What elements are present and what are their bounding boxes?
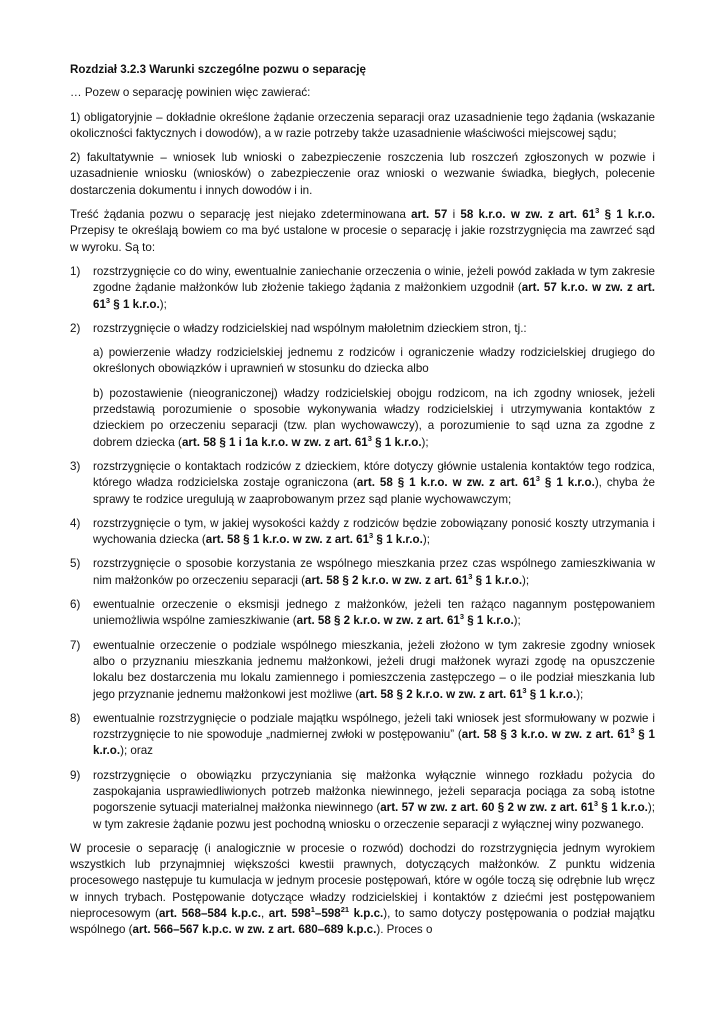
- citation-part: –598: [314, 907, 341, 921]
- list-item: [70, 556, 655, 589]
- legal-citation: [380, 801, 648, 814]
- item-number: 9): [70, 768, 81, 782]
- legal-citation: art. 57: [411, 208, 448, 222]
- superscript: 1: [310, 905, 315, 915]
- superscript: 3: [630, 726, 635, 736]
- superscript: 3: [535, 474, 540, 484]
- citation-part: art. 58 § 3 k.r.o. w zw. z art. 61: [461, 728, 631, 742]
- item-lead: rozstrzygnięcie o władzy rodzicielskiej nad wspólnym małoletnim dzieckiem stron, tj.:: [93, 321, 527, 335]
- text-run: ewentualnie rozstrzygnięcie o podziale majątku wspólnego, jeżeli taki wniosek jest sformułowany w pozwie i rozstrzygnięcie to nie spowoduje „nadmiernej zwłoki w postępowaniu” (: [93, 711, 655, 742]
- list-item: [70, 768, 655, 833]
- superscript: 3: [459, 612, 465, 622]
- text-run: ); oraz: [120, 744, 153, 758]
- legal-citation: [206, 533, 423, 546]
- text-run: rozstrzygnięcie co do winy, ewentualnie zaniechanie orzeczenia o winie, jeżeli powód zakłada w tym zakresie zgodne żądanie małżonków lub złożenie takiego żądania z małżonkiem uzgodnił (: [93, 264, 655, 295]
- text-run: );: [421, 435, 429, 449]
- text-run: );: [522, 573, 530, 587]
- list-item: [70, 597, 655, 630]
- citation-part: § 1 k.r.o.: [464, 614, 514, 628]
- legal-citation: art. 568–584 k.p.c.: [158, 907, 261, 921]
- citation-part: § 1 k.r.o.: [472, 573, 523, 587]
- text-run: i: [447, 208, 461, 222]
- citation-part: § 1 k.r.o.: [526, 687, 577, 701]
- text-run: Treść żądania pozwu o separację jest niejako zdeterminowana: [70, 208, 412, 222]
- superscript: 3: [105, 295, 111, 305]
- citation-part: § 1 k.r.o.: [373, 533, 423, 547]
- text-run: ); w tym zakresie żądanie pozwu jest pochodną wniosku o orzeczenie separacji z wyłącznej winy pozwanego.: [93, 801, 655, 831]
- citation-part: art. 58 § 1 k.r.o. w zw. z art. 61: [356, 476, 536, 490]
- text-run: Przepisy te określają bowiem co ma być ustalone w procesie o separację i jakie rozstrzygnięcia ma zawrzeć sąd w wyroku. Są to:: [70, 224, 655, 254]
- citation-part: art. 57 k.r.o. w zw. z art. 61: [93, 281, 656, 311]
- legal-citation: [305, 571, 523, 587]
- list-item: [70, 321, 655, 451]
- citation-part: art. 58 § 1 i 1a k.r.o. w zw. z art. 61: [181, 435, 368, 449]
- claim-content-paragraph: [70, 207, 655, 256]
- text-run: );: [576, 687, 584, 701]
- citation-part: art. 58 § 1 k.r.o. w zw. z art. 61: [205, 533, 370, 547]
- legal-citation: [297, 614, 514, 627]
- item-number: 7): [70, 638, 81, 652]
- obligatory-paragraph: 1) obligatoryjnie – dokładnie określone żądanie orzeczenia separacji oraz uzasadnienie tego żądania (wskazanie okoliczności faktycznych i dowodów), a w razie potrzeby także uzasadnienie właściwości miejscowej sądu;: [70, 110, 655, 140]
- text-run: );: [159, 297, 167, 311]
- legal-citation: [460, 208, 655, 221]
- citation-part: art. 598: [268, 907, 311, 921]
- text-run: ewentualnie orzeczenie o eksmisji jednego z małżonków, jeżeli ten rażąco nagannym postępowaniem uniemożliwia wspólne zamieszkiwanie (: [93, 598, 655, 628]
- text-run: );: [513, 614, 521, 628]
- item-number: 1): [70, 264, 81, 278]
- superscript: 3: [595, 206, 600, 216]
- optional-paragraph: 2) fakultatywnie – wniosek lub wnioski o zabezpieczenie roszczenia lub roszczeń zgłoszonych w pozwie i uzasadnienie wniosku (wniosków) o zabezpieczenie oraz wnioski o wezwanie świadka, biegłych, polecenie dostarczenia dokumentu i innych dowodów i in.: [70, 151, 655, 197]
- citation-part: § 1 k.r.o.: [93, 728, 655, 758]
- section-heading: Rozdział 3.2.3 Warunki szczególne pozwu o separację: [70, 63, 366, 76]
- text-run: rozstrzygnięcie o sposobie korzystania ze wspólnego mieszkania przez czas wspólnego zamieszkiwania w nim małżonków po orzeczeniu separacji (: [93, 557, 655, 587]
- citation-part: § 1 k.r.o.: [110, 297, 160, 311]
- sub-item-a: a) powierzenie władzy rodzicielskiej jednemu z rodziców i ograniczenie władzy rodzicielskiej drugiego do określonych obowiązków i uprawnień w stosunku do dziecka albo: [93, 346, 655, 376]
- superscript: 3: [367, 433, 372, 443]
- citation-part: art. 58 § 2 k.r.o. w zw. z art. 61: [305, 573, 469, 587]
- sub-item-b: [93, 386, 655, 451]
- citation-part: art. 58 § 2 k.r.o. w zw. z art. 61: [359, 687, 523, 701]
- item-number: 8): [70, 711, 81, 725]
- superscript: 3: [369, 531, 374, 541]
- item-number: 5): [70, 557, 81, 571]
- text-run: W procesie o separację (i analogicznie w procesie o rozwód) dochodzi do rozstrzygnięcia jednym wyrokiem wszystkich lub przynajmniej większości kwestii prawnych, dotyczących małżonków. Z punktu widzenia procesowego następuje tu kumulacja w jednym procesie postępowań, które w ogóle toczą się odrębnie lub wręcz w innych trybach. Postępowanie dotyczące władzy rodzicielskiej i kontaktów z dziećmi jest postępowaniem nieprocesowym (: [70, 841, 655, 921]
- list-item: [70, 711, 655, 760]
- text-run: ewentualnie orzeczenie o podziale wspólnego mieszkania, jeżeli złożono w tym zakresie zgodny wniosek albo o przyznaniu mieszkania jednemu małżonkowi, jeżeli drugi małżonek wyrazi zgodę na opuszczenie lokalu bez dostarczenia mu lokalu zamiennego i pomieszczenia zastępczego – o ile podział mieszkania lub jego przyznanie jednemu małżonkowi jest możliwe (: [93, 638, 655, 701]
- item-number: 3): [70, 459, 81, 473]
- intro-paragraph: … Pozew o separację powinien więc zawierać:: [70, 86, 311, 100]
- citation-part: 58 k.r.o. w zw. z art. 61: [460, 208, 596, 222]
- text-run: ), chyba że sprawy te rodzice uregulują w zaaprobowanym przez sąd planie wychowawczym;: [93, 476, 655, 506]
- item-number: 6): [70, 598, 81, 612]
- ruling-list: [70, 264, 655, 833]
- text-run: rozstrzygnięcie o kontaktach rodziców z dzieckiem, które dotyczy głównie ustalenia kontaktów tego rodzica, którego władza rodzicielska zostaje ograniczona (: [93, 459, 655, 490]
- closing-paragraph: [70, 841, 655, 939]
- list-item: [70, 459, 655, 508]
- legal-citation: [181, 433, 422, 449]
- legal-citation: [359, 685, 577, 701]
- list-item: [70, 638, 655, 703]
- list-item: [70, 516, 655, 549]
- superscript: 21: [340, 905, 350, 915]
- text-run: ). Proces o: [376, 923, 433, 937]
- citation-part: § 1 k.r.o.: [539, 476, 595, 490]
- citation-part: § 1 k.r.o.: [371, 435, 422, 449]
- legal-citation: [357, 476, 595, 489]
- text-run: b) pozostawienie (nieograniczonej) władzy rodzicielskiej obojgu rodzicom, na ich zgodny wniosek, jeżeli przedstawią porozumienie o sposobie wykonywania władzy rodzicielskiej i utrzymywania kontaktów z dzieckiem po orzeczeniu separacji (tzw. plan wychowawczy), a porozumienie to sąd uzna za zgodne z dobrem dziecka (: [93, 386, 655, 449]
- legal-citation: art. 566–567 k.p.c. w zw. z art. 680–689 k.p.c.: [132, 923, 377, 937]
- legal-citation: [269, 907, 384, 920]
- item-number: 2): [70, 321, 81, 335]
- superscript: 3: [593, 799, 598, 809]
- document-page: [70, 62, 655, 947]
- citation-part: k.p.c.: [349, 907, 384, 921]
- text-run: rozstrzygnięcie o tym, w jakiej wysokości każdy z rodziców będzie zobowiązany ponosić koszty utrzymania i wychowania dziecka (: [93, 516, 655, 547]
- list-item: [70, 264, 655, 313]
- citation-part: art. 57 w zw. z art. 60 § 2 w zw. z art. 61: [380, 801, 594, 815]
- text-run: ), to samo dotyczy postępowania o podział majątku wspólnego (: [70, 907, 655, 937]
- citation-part: § 1 k.r.o.: [598, 801, 648, 815]
- citation-part: art. 58 § 2 k.r.o. w zw. z art. 61: [296, 614, 460, 628]
- superscript: 3: [468, 571, 473, 581]
- text-run: ,: [260, 907, 269, 921]
- text-run: );: [422, 533, 430, 547]
- item-number: 4): [70, 516, 81, 530]
- text-run: rozstrzygnięcie o obowiązku przyczyniania się małżonka wyłącznie winnego rozkładu pożycia do zaspokajania usprawiedliwionych potrzeb małżonka niewinnego, jeżeli separacja pociąga za sobą istotne pogorszenie sytuacji materialnej małżonka niewinnego (: [93, 768, 655, 815]
- citation-part: § 1 k.r.o.: [599, 208, 656, 222]
- superscript: 3: [522, 685, 527, 695]
